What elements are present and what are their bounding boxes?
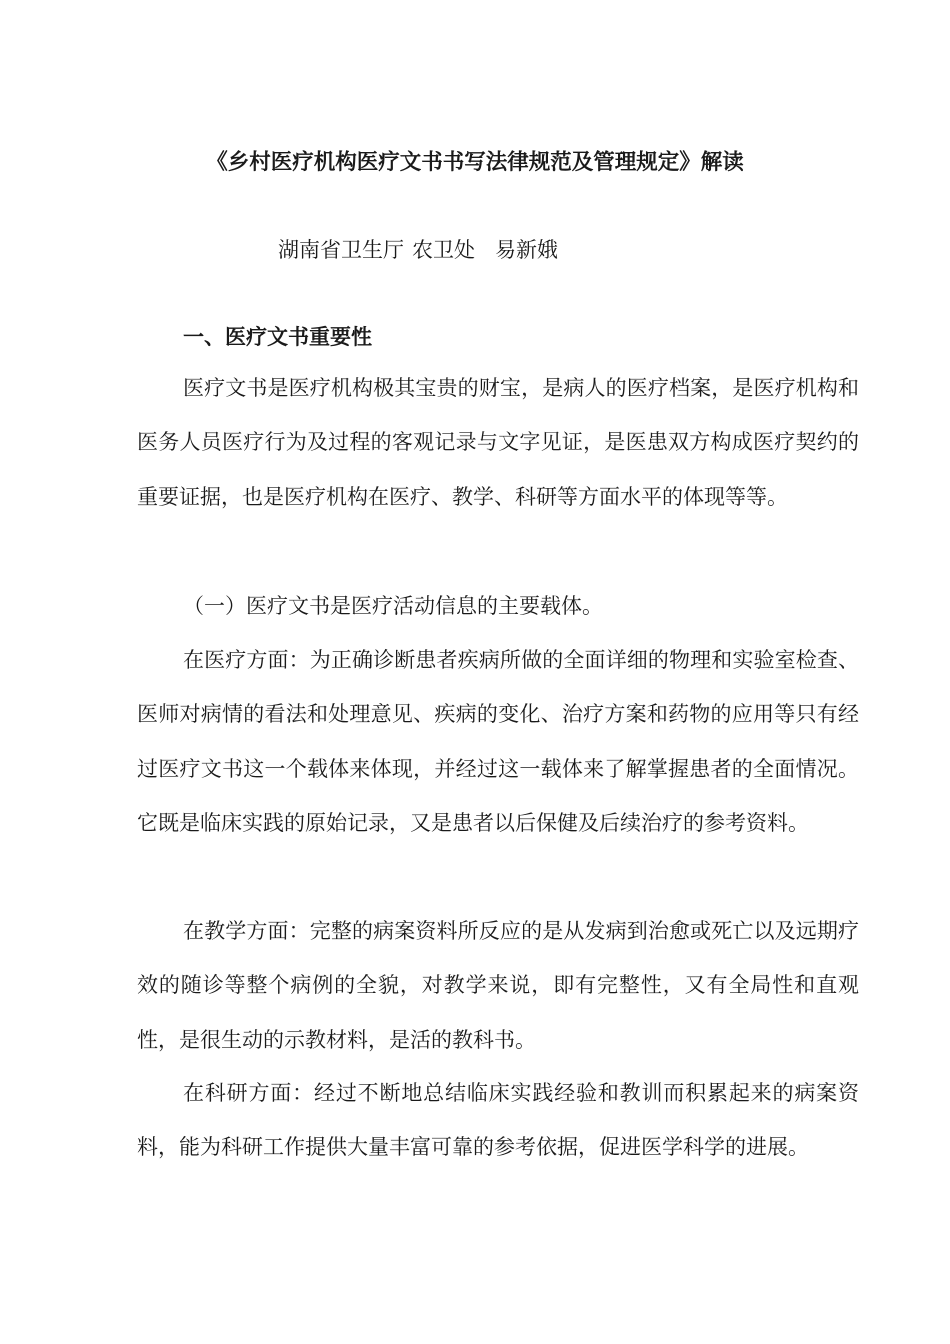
author-line [278,233,558,267]
author-name: 易新娥 [495,238,558,262]
author-dept: 农卫处 [412,238,475,262]
paragraph-teaching: 在教学方面：完整的病案资料所反应的是从发病到治愈或死亡以及远期疗效的随诊等整个病例的全貌，对教学来说，即有完整性，又有全局性和直观性，是很生动的示教材料，是活的教科书。 [137,919,859,1052]
subheading: （一）医疗文书是医疗活动信息的主要载体。 [183,594,603,618]
section-heading: 一、医疗文书重要性 [183,325,372,349]
paragraph-research: 在科研方面：经过不断地总结临床实践经验和教训而积累起来的病案资料，能为科研工作提供大量丰富可靠的参考依据，促进医学科学的进展。 [137,1081,859,1160]
document-title: 《乡村医疗机构医疗文书书写法律规范及管理规定》解读 [206,150,744,175]
paragraph-intro: 医疗文书是医疗机构极其宝贵的财宝，是病人的医疗档案，是医疗机构和医务人员医疗行为及过程的客观记录与文字见证，是医患双方构成医疗契约的重要证据，也是医疗机构在医疗、教学、科研等方面水平的体现等等。 [137,376,859,509]
author-org: 湖南省卫生厅 [278,238,404,262]
paragraph-medical: 在医疗方面：为正确诊断患者疾病所做的全面详细的物理和实验室检查、医师对病情的看法和处理意见、疾病的变化、治疗方案和药物的应用等只有经过医疗文书这一个载体来体现，并经过这一载体来了解掌握患者的全面情况。它既是临床实践的原始记录，又是患者以后保健及后续治疗的参考资料。 [137,648,859,835]
